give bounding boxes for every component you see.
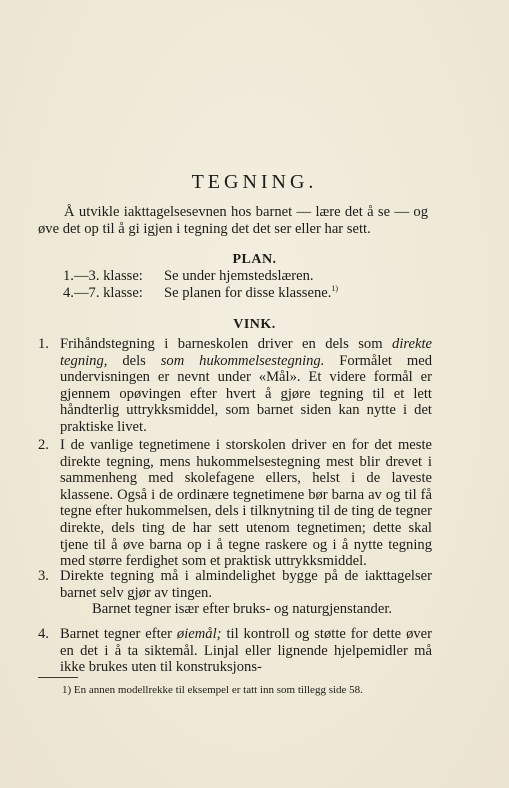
- footnote-ref: 1): [331, 284, 339, 294]
- item-number: 3.: [38, 568, 49, 584]
- vink-item-4: [38, 626, 432, 676]
- item-number: 1.: [38, 336, 49, 352]
- footnote-text: En annen modellrekke til eksempel er tatt inn som tillegg side 58.: [73, 684, 363, 696]
- footnote-divider: [38, 677, 78, 678]
- page-title: TEGNING.: [191, 171, 318, 193]
- emphasis: direkte tegning,: [60, 336, 432, 369]
- emphasis: øiemål;: [176, 626, 222, 642]
- item-body: Barnet tegner efter øiemål; til kontroll og støtte for dette øver en det i å ta siktemål. Linjal eller lignende hjelpemidler må ikke brukes uten til konstruksjons-: [60, 626, 432, 676]
- item-number: 4.: [38, 626, 49, 642]
- item-body: Direkte tegning må i almindelighet bygge på de iakttagelser barnet selv gjør av tingen. Barnet tegner især efter bruks- og naturgjenstander.: [60, 568, 432, 618]
- plan-row-text: Se under hjemstedslæren.: [164, 268, 314, 284]
- plan-row: [63, 268, 314, 285]
- vink-heading: VINK.: [233, 317, 276, 332]
- footnote: [62, 684, 363, 697]
- item-number: 2.: [38, 437, 49, 453]
- vink-item-3: [38, 568, 432, 618]
- item-subparagraph: Barnet tegner især efter bruks- og naturgjenstander.: [92, 601, 393, 618]
- intro-paragraph: Å utvikle iakttagelsesevnen hos barnet — lære det å se — og øve det op til å gi igjen i tegning det det ser eller har sett.: [38, 204, 428, 237]
- item-body: Frihåndstegning i barneskolen driver en dels som direkte tegning, dels som hukommelsestegning. Formålet med undervisningen er nevnt under «Mål». Et videre formål er gjennem opøvingen efter hvert å gjøre tegning til et lett håndterlig uttrykksmiddel, som barnet siden kan nytte i det praktiske livet.: [60, 336, 432, 435]
- plan-row-label: 4.—7. klasse:: [63, 285, 143, 301]
- vink-item-2: [38, 437, 432, 570]
- plan-heading: PLAN.: [232, 252, 277, 267]
- emphasis: som hukommelsestegning.: [160, 352, 325, 369]
- plan-row-text: Se planen for disse klassene.: [164, 285, 332, 301]
- plan-row: [63, 285, 338, 302]
- vink-item-1: [38, 336, 432, 436]
- plan-row-label: 1.—3. klasse:: [63, 268, 143, 284]
- footnote-mark: 1): [62, 684, 72, 696]
- item-body: I de vanlige tegnetimene i storskolen driver en for det meste direkte tegning, mens hukommelsestegning mest blir drevet i sammenheng med skolefagene ellers, helst i de laveste klassene. Også i de ordinære tegnetimene bør barna av og til få tegne efter hukommelsen, dels i tilknytning til de ting de tegner direkte, dels ting de har sett utenom tegnetimen; dette skal tjene til å øve barna op i å tegne raskere og i å nytte tegning med større ferdighet som et praktisk uttrykksmiddel.: [60, 437, 432, 570]
